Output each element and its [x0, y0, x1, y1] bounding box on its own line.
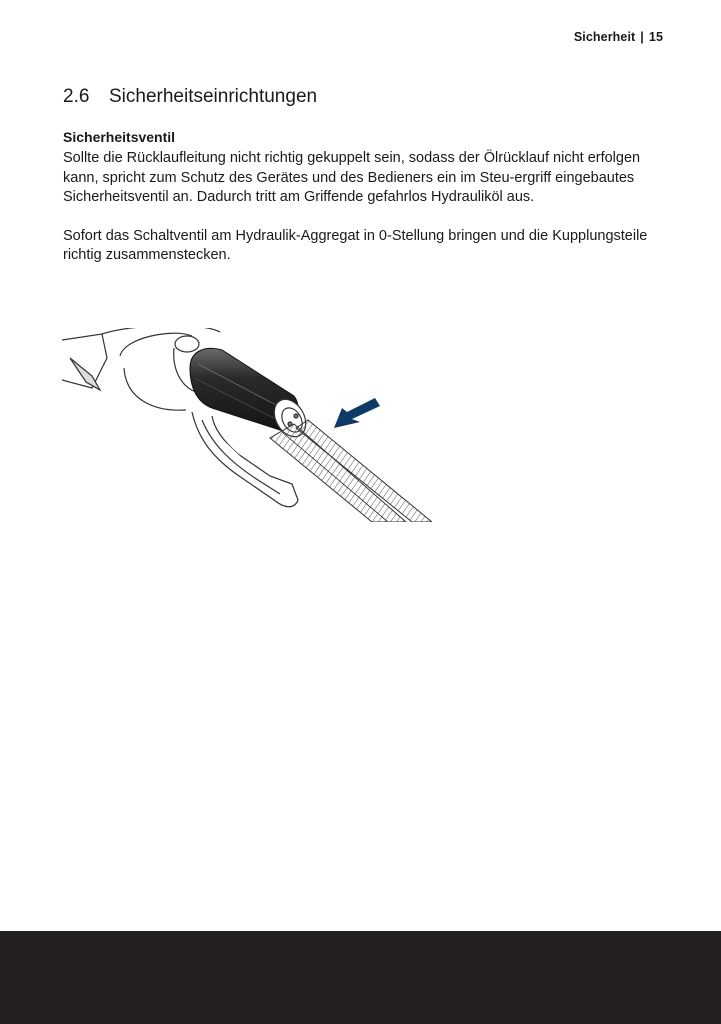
indicator-arrow-icon: [334, 398, 380, 428]
header-section: Sicherheit: [573, 30, 636, 44]
header-separator: |: [640, 30, 644, 44]
subsection-heading: Sicherheitsventil: [63, 129, 176, 145]
section-number: 2.6: [63, 86, 90, 107]
running-header: [574, 30, 663, 44]
safety-valve-illustration: [62, 328, 432, 522]
paragraph-instruction: Sofort das Schaltventil am Hydraulik-Aggregat in 0-Stellung bringen und die Kupplungsteile richtig zusammenstecken.: [63, 227, 648, 263]
section-title: Sicherheitseinrichtungen: [109, 86, 318, 107]
footer-bar: [0, 931, 721, 1024]
paragraph-safety-valve: Sollte die Rücklaufleitung nicht richtig gekuppelt sein, sodass der Ölrücklauf nicht erfolgen kann, spricht zum Schutz des Gerätes und des Bedieners ein im Steu-ergriff eingebautes Sicherheitsventil an. Dadurch tritt am Griffende gefahrlos Hydrauliköl aus.: [63, 150, 641, 205]
tool-drawing: [62, 328, 432, 522]
section-body: [63, 129, 663, 266]
page-number: 15: [648, 30, 663, 44]
section-heading: [63, 86, 317, 108]
hydraulic-hoses: [270, 420, 432, 522]
